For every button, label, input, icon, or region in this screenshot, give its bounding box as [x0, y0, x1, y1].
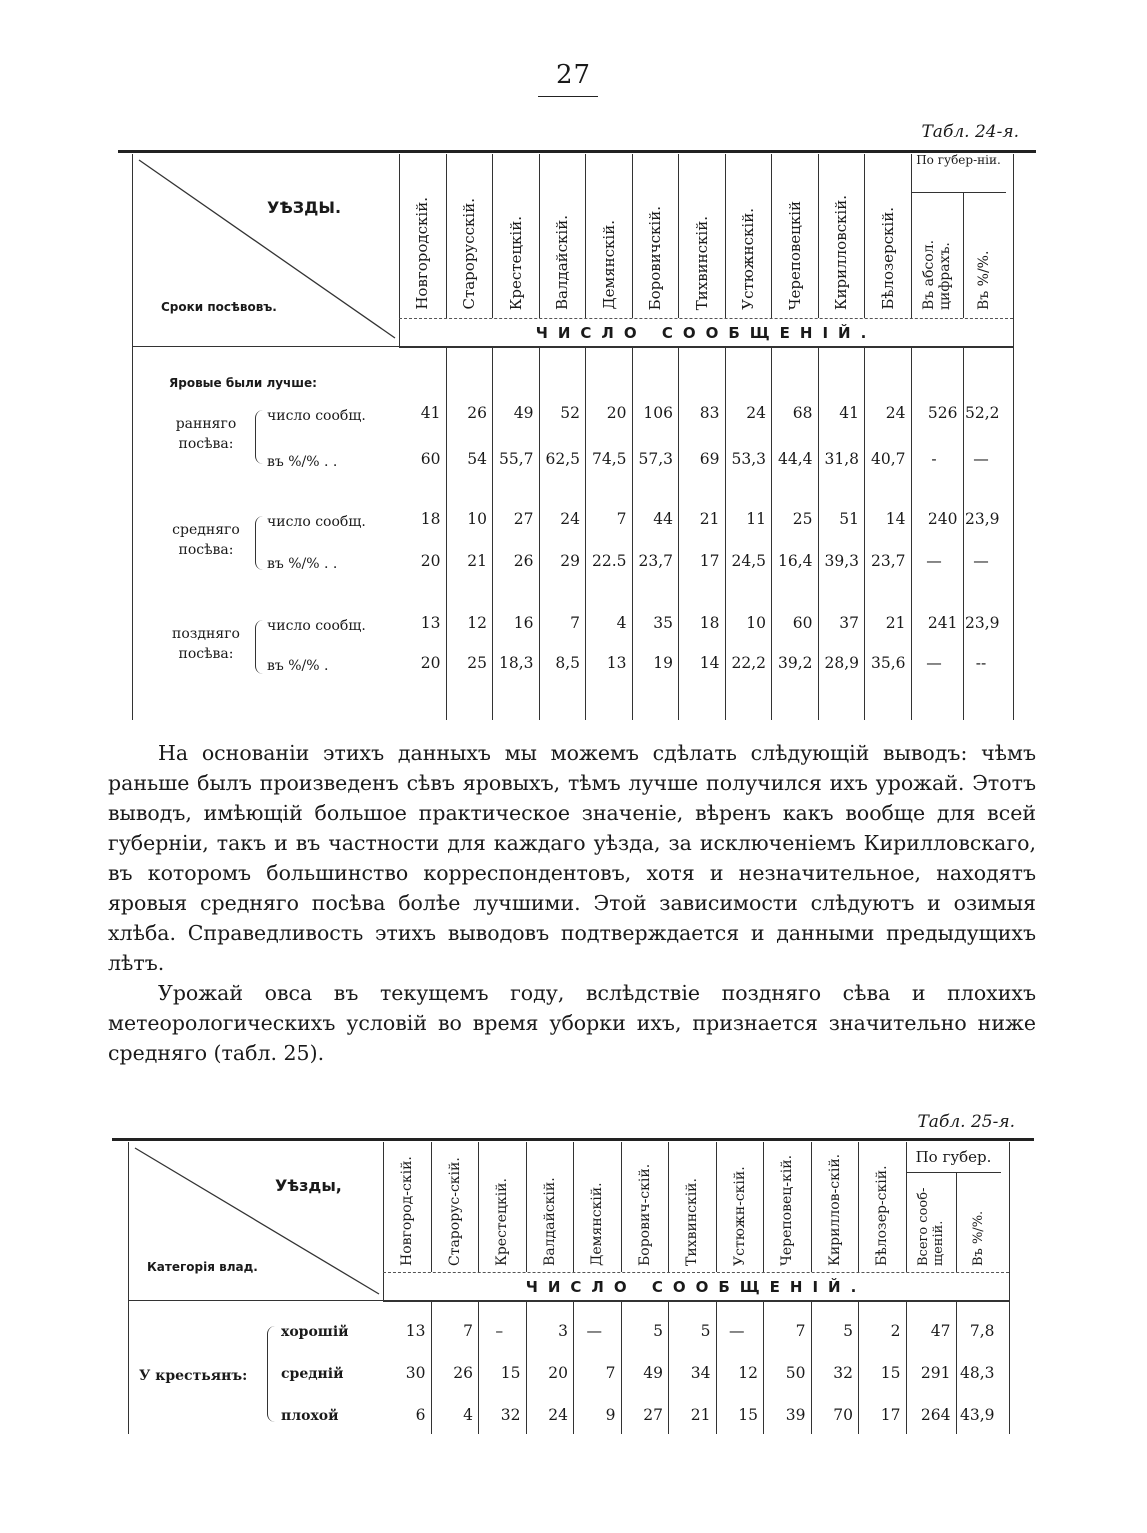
table-cell: 60 [420, 450, 441, 468]
corner-diagonal [129, 1142, 383, 1300]
corner-diagonal [133, 154, 399, 346]
table-cell: 35,6 [870, 654, 906, 672]
table-cell: 20 [606, 404, 627, 422]
table-cell: 39,3 [824, 552, 859, 570]
table-cell: 39,2 [777, 654, 813, 672]
district-name: Бѣлозерскій. [878, 207, 897, 310]
province-header: По губер. [906, 1142, 1001, 1173]
table-cell: 106 [643, 404, 673, 422]
table-cell: 18,3 [498, 654, 534, 672]
table25-label: Табл. 25-я. [917, 1112, 1015, 1132]
table-cell: 14 [885, 510, 906, 528]
paragraph-2: Урожай овса въ текущемъ году, вслѣдствіе поздняго сѣва и плохихъ метеорологическихъ условій во время уборки ихъ, признается значительно ниже средняго (табл. 25). [108, 981, 1036, 1065]
district-name: Валдайскій. [541, 1177, 558, 1266]
table-cell: 23,7 [870, 552, 906, 570]
table-cell: 25 [467, 654, 487, 672]
row-kind: число сообщ. [267, 618, 366, 634]
district-name: Демянскій. [589, 1182, 606, 1266]
table24-label: Табл. 24-я. [921, 122, 1019, 142]
table-cell: 22,2 [731, 654, 766, 672]
district-header [383, 1142, 431, 1272]
table-cell: 32 [833, 1364, 853, 1382]
group-brace [267, 1326, 276, 1422]
province-header: По губер-ніи. [911, 154, 1006, 193]
district-header [431, 1142, 479, 1272]
header-rule [133, 346, 1013, 347]
table-cell: 16 [513, 614, 534, 632]
table-cell: 26 [467, 404, 487, 422]
district-name: Старорус-скій. [446, 1157, 463, 1266]
district-header [864, 154, 911, 318]
table-cell: 13 [405, 1322, 426, 1340]
district-header [478, 1142, 526, 1272]
table-cell: 9 [605, 1406, 616, 1424]
district-name: Кирилловскій. [832, 194, 851, 310]
province-col-name: Всего сооб-щеній. [916, 1187, 946, 1266]
page-number: 27 [555, 60, 592, 90]
table-cell: 44 [653, 510, 673, 528]
table-cell: 27 [643, 1406, 663, 1424]
district-header [632, 154, 679, 318]
district-name: Черепoвец-кій. [779, 1154, 796, 1266]
district-header [539, 154, 586, 318]
table-cell: 83 [699, 404, 720, 422]
corner-districts-label: УѢЗДЫ. [267, 198, 342, 217]
table-cell: 23,9 [964, 614, 1000, 632]
group-brace [255, 620, 264, 674]
table24 [132, 154, 1014, 720]
table-cell: 13 [606, 654, 627, 672]
table-cell: 18 [420, 510, 441, 528]
table-cell: 26 [513, 552, 534, 570]
table-cell: 43,9 [959, 1406, 995, 1424]
district-header [526, 1142, 574, 1272]
table-cell: 24 [560, 510, 580, 528]
table-cell: 5 [843, 1322, 853, 1340]
table-cell: 3 [558, 1322, 568, 1340]
district-header [668, 1142, 716, 1272]
table-cell: 31,8 [824, 450, 859, 468]
table-cell: 48,3 [959, 1364, 995, 1382]
header-rule [129, 1300, 1009, 1301]
table-cell: 23,7 [638, 552, 673, 570]
table-cell: 7 [463, 1322, 473, 1340]
table-cell: 7,8 [969, 1322, 995, 1340]
district-header [811, 1142, 859, 1272]
district-header [492, 154, 539, 318]
row-kind: въ %/% . . [267, 556, 338, 572]
table-cell: 34 [690, 1364, 711, 1382]
table25-top-rule [112, 1138, 1034, 1141]
table-cell: 20 [420, 654, 441, 672]
table-cell: 15 [880, 1364, 901, 1382]
table-cell: 16,4 [777, 552, 813, 570]
table-cell: - [931, 450, 937, 468]
table-cell: 291 [920, 1364, 951, 1382]
table-cell: 29 [560, 552, 580, 570]
table-cell: 21 [467, 552, 487, 570]
district-header [763, 1142, 811, 1272]
table-cell: 28,9 [824, 654, 859, 672]
table-cell: 50 [785, 1364, 806, 1382]
table-cell: 24 [885, 404, 906, 422]
table-cell: 526 [927, 404, 958, 422]
table-cell: 62,5 [545, 450, 580, 468]
row-kind: число сообщ. [267, 408, 366, 424]
district-header [446, 154, 493, 318]
table-cell: 30 [405, 1364, 426, 1382]
table-cell: – [495, 1322, 504, 1340]
province-col-header [963, 192, 1005, 318]
table-cell: 23,9 [964, 510, 1000, 528]
table-cell: 51 [839, 510, 859, 528]
table-cell: 40,7 [870, 450, 906, 468]
province-col-header [906, 1172, 956, 1272]
table-cell: 19 [653, 654, 673, 672]
table-cell: 49 [643, 1364, 663, 1382]
body-text [108, 738, 1036, 1068]
row-kind: хорошій [281, 1324, 349, 1340]
table-cell: 21 [690, 1406, 711, 1424]
table25-corner [129, 1142, 384, 1300]
table25 [128, 1142, 1010, 1434]
table-cell: — [973, 450, 989, 468]
table-cell: 52 [560, 404, 580, 422]
district-name: Крестецкій. [506, 215, 525, 310]
table-cell: 25 [792, 510, 813, 528]
district-header [716, 1142, 764, 1272]
table-cell: 10 [746, 614, 766, 632]
table-cell: 52,2 [964, 404, 1000, 422]
table-cell: 70 [833, 1406, 853, 1424]
district-name: Боровичскій. [646, 205, 665, 310]
district-header [725, 154, 772, 318]
table-cell: 24 [746, 404, 766, 422]
group-label: средняго посѣва: [172, 522, 240, 558]
district-name: Бѣлозер-скій. [874, 1165, 891, 1266]
table-cell: 15 [500, 1364, 521, 1382]
province-col-name: Въ %/%. [976, 250, 992, 310]
table-cell: 15 [738, 1406, 758, 1424]
table-cell: 57,3 [638, 450, 673, 468]
district-header [573, 1142, 621, 1272]
row-kind: въ %/% . [267, 658, 329, 674]
group-label: поздняго посѣва: [172, 626, 240, 662]
table-cell: 11 [746, 510, 766, 528]
section-title: Яровые были лучше: [169, 376, 317, 390]
table-cell: 41 [839, 404, 859, 422]
district-name: Демянскій. [599, 220, 618, 310]
table-cell: 12 [467, 614, 487, 632]
corner-sowing-label: Сроки посѣвовъ. [161, 300, 277, 314]
table-cell: 21 [885, 614, 906, 632]
table-cell: 22.5 [591, 552, 627, 570]
group-label: ранняго посѣва: [175, 416, 237, 452]
table-cell: 2 [890, 1322, 901, 1340]
table-cell: 41 [420, 404, 441, 422]
table-cell: 54 [467, 450, 487, 468]
district-name: Устюжнскій. [739, 208, 758, 310]
table-cell: 241 [927, 614, 958, 632]
table-cell: 5 [700, 1322, 711, 1340]
table-cell: 4 [463, 1406, 473, 1424]
table-cell: 27 [513, 510, 534, 528]
page-number-rule [538, 96, 598, 97]
table-cell: 74,5 [591, 450, 627, 468]
table-cell: 7 [795, 1322, 806, 1340]
table-cell: — [586, 1322, 602, 1340]
table-cell: 7 [570, 614, 580, 632]
group-brace [255, 516, 264, 570]
district-header [399, 154, 446, 318]
table-cell: 49 [513, 404, 534, 422]
table-cell: 240 [927, 510, 958, 528]
district-header [585, 154, 632, 318]
table-cell: 4 [616, 614, 627, 632]
table-cell: 5 [653, 1322, 663, 1340]
table-cell: 21 [699, 510, 720, 528]
province-col-header [956, 1172, 1000, 1272]
table-cell: 53,3 [731, 450, 766, 468]
table-cell: 264 [920, 1406, 951, 1424]
table24-corner [133, 154, 400, 346]
band-number-of-reports: ЧИСЛО СООБЩЕНІЙ. [383, 1272, 1009, 1302]
district-header [818, 154, 865, 318]
corner-districts-label: Уѣзды, [275, 1176, 342, 1195]
table-cell: 10 [467, 510, 487, 528]
province-col-header [911, 192, 963, 318]
district-name: Борович-скій. [636, 1163, 653, 1266]
table-cell: 39 [785, 1406, 806, 1424]
district-header [858, 1142, 906, 1272]
table-cell: -- [975, 654, 987, 672]
district-name: Новгородскій. [413, 197, 432, 310]
table-cell: — [926, 654, 942, 672]
table-cell: 8,5 [555, 654, 580, 672]
table-cell: — [926, 552, 942, 570]
table-cell: 47 [930, 1322, 951, 1340]
table24-top-rule [118, 150, 1036, 153]
table-cell: 20 [548, 1364, 568, 1382]
district-header [771, 154, 818, 318]
row-kind: число сообщ. [267, 514, 366, 530]
row-kind: плохой [281, 1408, 339, 1424]
paragraph-1: На основаніи этихъ данныхъ мы можемъ сдѣлать слѣдующій выводъ: чѣмъ раньше былъ произведенъ сѣвъ яровыхъ, тѣмъ лучше получился ихъ урожай. Этотъ выводъ, имѣющій большое практическое значеніе, вѣренъ какъ вообще для всей губерніи, такъ и въ частности для каждаго уѣзда, за исключеніемъ Кирилловскаго, въ которомъ большинство корреспондентовъ, хотя и незначительное, находятъ яровыя средняго посѣва болѣе лучшими. Этой зависимости слѣдуютъ и озимыя хлѣба. Справедливость этихъ выводовъ подтверждается и данными предыдущихъ лѣтъ. [108, 741, 1036, 975]
table-cell: 35 [653, 614, 673, 632]
table-cell: 17 [699, 552, 720, 570]
table-cell: 44,4 [777, 450, 813, 468]
district-name: Тихвинскій. [692, 215, 711, 310]
table-cell: 18 [699, 614, 720, 632]
table-cell: 24,5 [731, 552, 766, 570]
district-name: Валдайскій. [553, 214, 572, 310]
band-number-of-reports: ЧИСЛО СООБЩЕНІЙ. [399, 318, 1013, 348]
table-cell: 7 [605, 1364, 616, 1382]
province-col-name: Въ %/%. [970, 1210, 986, 1266]
district-header [678, 154, 725, 318]
district-name: Старорусскій. [460, 198, 479, 310]
table-cell: 24 [548, 1406, 568, 1424]
district-name: Череповецкій [785, 200, 804, 310]
table-cell: 37 [839, 614, 859, 632]
table-cell: 20 [420, 552, 441, 570]
table-cell: 69 [699, 450, 720, 468]
table-cell: 14 [699, 654, 720, 672]
group-brace [255, 410, 264, 464]
table-cell: 60 [792, 614, 813, 632]
table-cell: — [729, 1322, 745, 1340]
group-label: У крестьянъ: [139, 1368, 248, 1384]
table-cell: 68 [792, 404, 813, 422]
district-name: Устюжн-скій. [731, 1166, 748, 1266]
province-col-name: Въ абсол. цифрахъ. [921, 239, 953, 310]
row-kind: средній [281, 1366, 344, 1382]
table-cell: 12 [738, 1364, 758, 1382]
corner-category-label: Категорія влад. [147, 1260, 258, 1274]
district-name: Тихвинскій. [684, 1178, 701, 1266]
district-header [621, 1142, 669, 1272]
district-name: Новгород-скій. [398, 1156, 415, 1266]
table-cell: 26 [453, 1364, 473, 1382]
table-cell: 32 [500, 1406, 521, 1424]
district-name: Кириллов-скій. [826, 1153, 843, 1266]
table-cell: — [973, 552, 989, 570]
table-cell: 7 [616, 510, 627, 528]
table-cell: 55,7 [498, 450, 534, 468]
table-cell: 6 [415, 1406, 426, 1424]
row-kind: въ %/% . . [267, 454, 338, 470]
table-cell: 13 [420, 614, 441, 632]
district-name: Крестецкій. [494, 1178, 511, 1266]
table-cell: 17 [880, 1406, 901, 1424]
